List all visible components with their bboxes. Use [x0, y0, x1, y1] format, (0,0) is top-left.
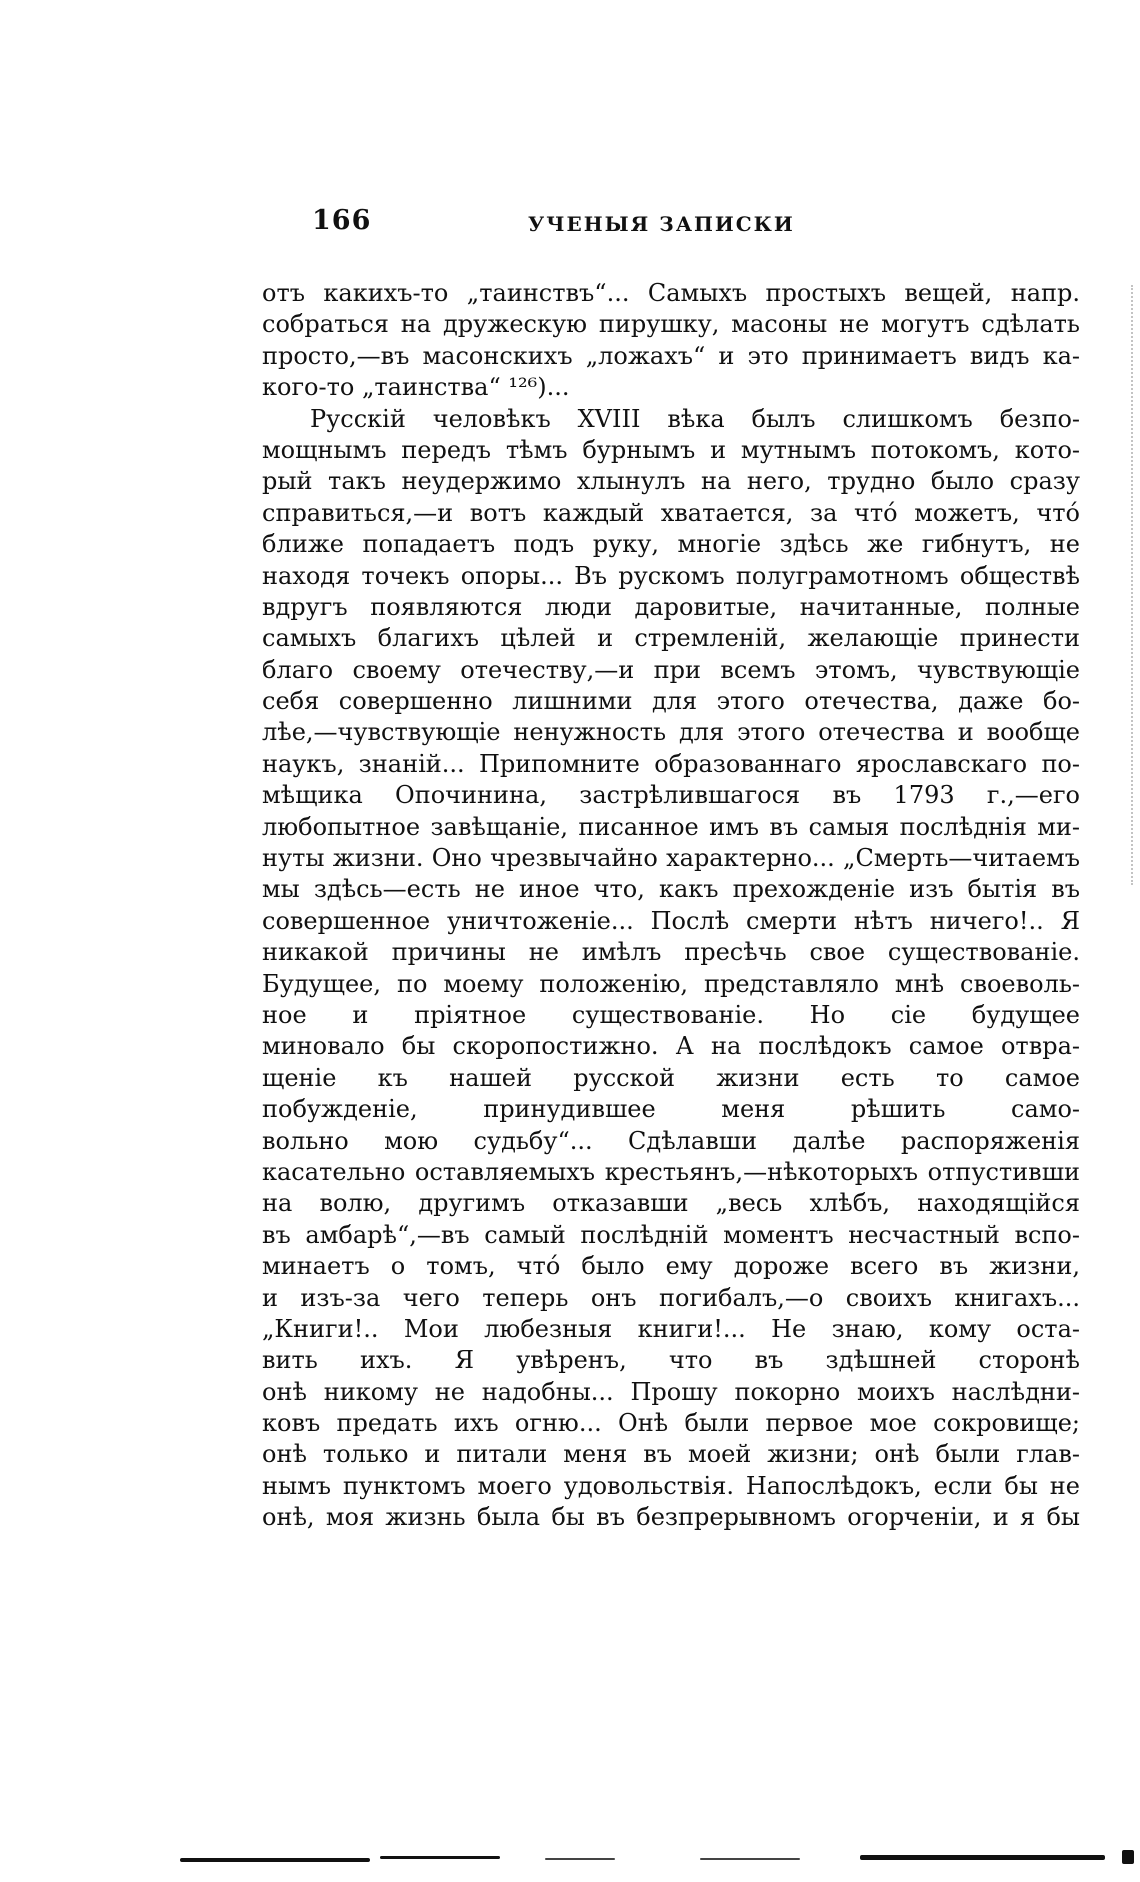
text-line: на волю, другимъ отказавши „весь хлѣбъ, находящійся [262, 1189, 1080, 1218]
text-line: кого-то „таинства“ ¹²⁶)... [262, 373, 570, 402]
text-line: собраться на дружескую пирушку, масоны не могутъ сдѣлать [262, 310, 1080, 339]
scan-smudge [380, 1856, 500, 1859]
text-line: побужденіе, принудившее меня рѣшить само- [262, 1095, 1080, 1124]
text-line: Будущее, по моему положенію, представляло мнѣ своеволь- [262, 969, 1080, 998]
scan-smudge [1122, 1850, 1134, 1864]
text-line: любопытное завѣщаніе, писанное имъ въ самыя послѣднія ми- [262, 812, 1080, 841]
text-line: ковъ предать ихъ огню... Онѣ были первое мое сокровище; [262, 1409, 1080, 1438]
page-number: 166 [312, 205, 372, 236]
text-line: нуты жизни. Оно чрезвычайно характерно... „Смерть—читаемъ [262, 844, 1080, 873]
text-line: наукъ, знаній... Припомните образованнаго ярославскаго по- [262, 749, 1080, 778]
text-line: мѣщика Опочинина, застрѣлившагося въ 1793 г.,—его [262, 781, 1080, 810]
text-line: минаетъ о томъ, что́ было ему дороже всего въ жизни, [262, 1252, 1080, 1281]
text-line: благо своему отечеству,—и при всемъ этомъ, чувствующіе [262, 655, 1080, 684]
scan-smudge [545, 1858, 615, 1860]
text-line: находя точекъ опоры... Въ рускомъ полуграмотномъ обществѣ [262, 561, 1080, 590]
text-line: самыхъ благихъ цѣлей и стремленій, желающіе принести [262, 624, 1080, 653]
text-line: вдругъ появляются люди даровитые, начитанные, полные [262, 592, 1080, 621]
text-line: мы здѣсь—есть не иное что, какъ прехожденіе изъ бытія въ [262, 875, 1080, 904]
text-line: миновало бы скоропостижно. А на послѣдокъ самое отвра- [262, 1032, 1080, 1061]
text-line: совершенное уничтоженіе... Послѣ смерти нѣтъ ничего!.. Я [262, 906, 1080, 935]
text-line: ное и пріятное существованіе. Но сіе будущее [262, 1000, 1080, 1029]
text-line: просто,—въ масонскихъ „ложахъ“ и это принимаетъ видъ ка- [262, 341, 1080, 370]
running-head: УЧЕНЫЯ ЗАПИСКИ [528, 212, 795, 236]
scan-edge-marks [1131, 285, 1136, 885]
body-text [262, 278, 1080, 1534]
text-line: себя совершенно лишними для этого отечества, даже бо- [262, 687, 1080, 716]
text-line: ближе попадаетъ подъ руку, многіе здѣсь же гибнутъ, не [262, 530, 1080, 559]
text-line: „Книги!.. Мои любезныя книги!... Не знаю, кому оста- [262, 1314, 1080, 1343]
text-line: вить ихъ. Я увѣренъ, что въ здѣшней сторонѣ [262, 1346, 1080, 1375]
text-line: онѣ только и питали меня въ моей жизни; онѣ были глав- [262, 1440, 1080, 1469]
text-line: рый такъ неудержимо хлынулъ на него, трудно было сразу [262, 467, 1080, 496]
scan-smudge [700, 1858, 800, 1860]
paragraph-start-line: Русскій человѣкъ XVIII вѣка былъ слишкомъ безпо- [310, 404, 1080, 433]
scan-smudge [860, 1855, 1105, 1860]
text-line: отъ какихъ-то „таинствъ“... Самыхъ простыхъ вещей, напр. [262, 279, 1080, 307]
scan-smudge [180, 1858, 370, 1862]
text-line: мощнымъ передъ тѣмъ бурнымъ и мутнымъ потокомъ, кото- [262, 435, 1080, 464]
text-line: и изъ-за чего теперь онъ погибалъ,—о своихъ книгахъ... [262, 1283, 1080, 1312]
text-line: щеніе къ нашей русской жизни есть то самое [262, 1063, 1080, 1092]
text-line: справиться,—и вотъ каждый хватается, за что́ можетъ, что́ [262, 498, 1080, 527]
text-line: онѣ никому не надобны... Прошу покорно моихъ наслѣдни- [262, 1377, 1080, 1406]
text-line: въ амбарѣ“,—въ самый послѣдній моментъ несчастный вспо- [262, 1220, 1080, 1249]
text-line: лѣе,—чувствующіе ненужность для этого отечества и вообще [262, 718, 1080, 747]
text-line: вольно мою судьбу“... Сдѣлавши далѣе распоряженія [262, 1126, 1080, 1155]
text-line: онѣ, моя жизнь была бы въ безпрерывномъ огорченіи, и я бы [262, 1503, 1080, 1532]
text-line: нымъ пунктомъ моего удовольствія. Напослѣдокъ, если бы не [262, 1471, 1080, 1500]
text-line: никакой причины не имѣлъ пресѣчь свое существованіе. [262, 938, 1080, 967]
text-line: касательно оставляемыхъ крестьянъ,—нѣкоторыхъ отпустивши [262, 1157, 1080, 1186]
